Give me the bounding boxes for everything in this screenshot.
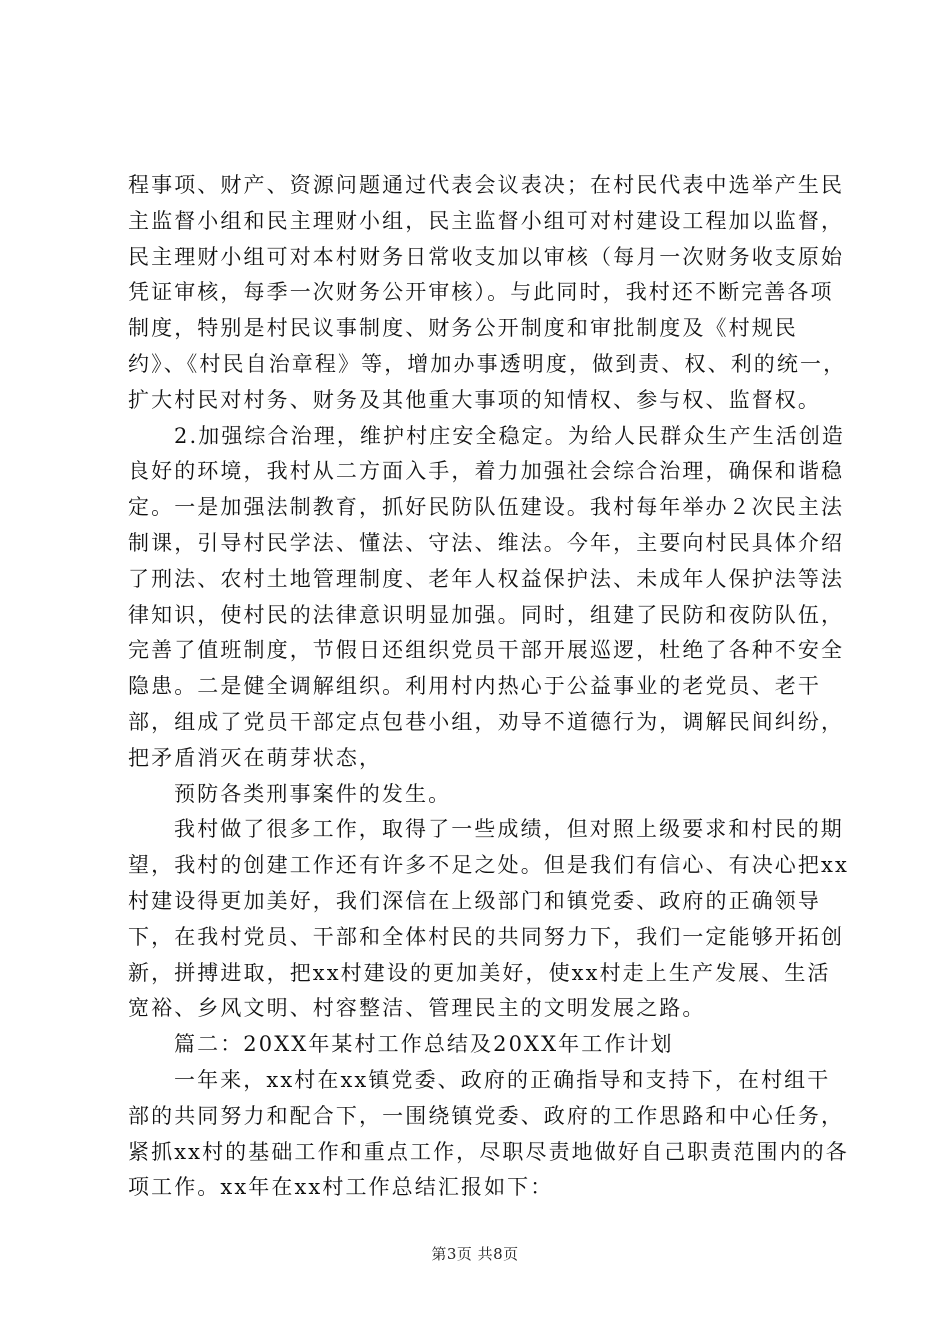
paragraph-achievements: 我村做了很多工作，取得了一些成绩，但对照上级要求和村民的期望，我村的创建工作还有许多不足之处。但是我们有信心、有决心把xx村建设得更加美好，我们深信在上级部门和镇党委、政府的正确领导下，在我村党员、干部和全体村民的共同努力下，我们一定能够开拓创新，拼搏进取，把xx村建设的更加美好，使xx村走上生产发展、生活宽裕、乡风文明、村容整洁、管理民主的文明发展之路。 xyxy=(128,817,849,1021)
page-number-footer: 第3页 共8页 xyxy=(431,1245,519,1263)
paragraph-prevent-crime: 预防各类刑事案件的发生。 xyxy=(174,781,452,806)
paragraph-continuation: 程事项、财产、资源问题通过代表会议表决；在村民代表中选举产生民主监督小组和民主理财小组，民主监督小组可对村建设工程加以监督，民主理财小组可对本村财务日常收支加以审核（每月一次财务收支原始凭证审核，每季一次财务公开审核）。与此同时，我村还不断完善各项制度，特别是村民议事制度、财务公开制度和审批制度及《村规民约》、《村民自治章程》等，增加办事透明度，做到责、权、利的统一，扩大村民对村务、财务及其他重大事项的知情权、参与权、监督权。 xyxy=(128,173,847,412)
body-text xyxy=(128,168,850,1206)
paragraph-year-summary: 一年来，xx村在xx镇党委、政府的正确指导和支持下，在村组干部的共同努力和配合下，一围绕镇党委、政府的工作思路和中心任务，紧抓xx村的基础工作和重点工作，尽职尽责地做好自己职责范围内的各项工作。xx年在xx村工作总结汇报如下： xyxy=(128,1067,849,1200)
section-heading-part-two: 篇二：20XX年某村工作总结及20XX年工作计划 xyxy=(174,1032,674,1057)
paragraph-comprehensive-governance: 2.加强综合治理，维护村庄安全稳定。为给人民群众生产生活创造良好的环境，我村从二方面入手，着力加强社会综合治理，确保和谐稳定。一是加强法制教育，抓好民防队伍建设。我村每年举办２次民主法制课，引导村民学法、懂法、守法、维法。今年，主要向村民具体介绍了刑法、农村土地管理制度、老年人权益保护法、未成年人保护法等法律知识，使村民的法律意识明显加强。同时，组建了民防和夜防队伍，完善了值班制度，节假日还组织党员干部开展巡逻，杜绝了各种不安全隐患。二是健全调解组织。利用村内热心于公益事业的老党员、老干部，组成了党员干部定点包巷小组，劝导不道德行为，调解民间纠纷，把矛盾消灭在萌芽状态， xyxy=(128,423,846,770)
